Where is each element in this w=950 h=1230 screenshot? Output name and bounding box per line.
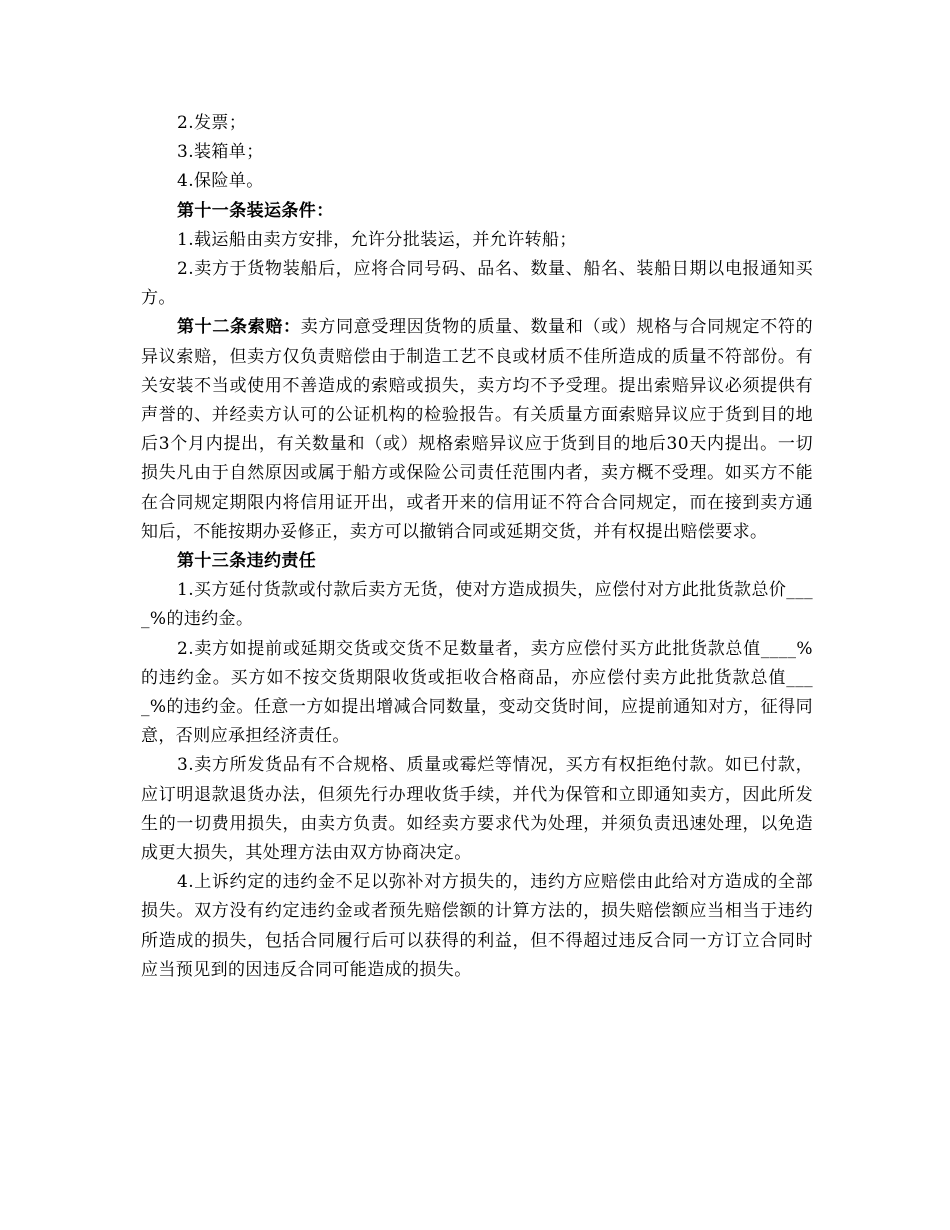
article-13-item-1: 1.买方延付货款或付款后卖方无货，使对方造成损失，应偿付对方此批货款总价____%的违约金。 [141, 580, 813, 630]
contract-page [141, 109, 813, 985]
article-13-item-2: 2.卖方如提前或延期交货或交货不足数量者，卖方应偿付买方此批货款总值____%的违约金。买方如不按交货期限收货或拒收合格商品，亦应偿付卖方此批货款总值____%的违约金。任意一方如提出增减合同数量，变动交货时间，应提前通知对方，征得同意，否则应承担经济责任。 [141, 638, 813, 747]
article-13-item-4: 4.上诉约定的违约金不足以弥补对方损失的，违约方应赔偿由此给对方造成的全部损失。双方没有约定违约金或者预先赔偿额的计算方法的，损失赔偿额应当相当于违约所造成的损失，包括合同履行后可以获得的利益，但不得超过违反合同一方订立合同时应当预见到的因违反合同可能造成的损失。 [141, 872, 813, 980]
article-13-item-3: 3.卖方所发货品有不合规格、质量或霉烂等情况，买方有权拒绝付款。如已付款，应订明退款退货办法，但须先行办理收货手续，并代为保管和立即通知卖方，因此所发生的一切费用损失，由卖方负责。如经卖方要求代为处理，并须负责迅速处理，以免造成更大损失，其处理方法由双方协商决定。 [141, 755, 813, 864]
article-11-item-2: 2.卖方于货物装船后，应将合同号码、品名、数量、船名、装船日期以电报通知买方。 [141, 259, 813, 309]
list-item-packing-list: 3.装箱单； [177, 142, 264, 163]
article-13-heading: 第十三条违约责任 [177, 551, 317, 572]
article-11-heading: 第十一条装运条件： [177, 200, 334, 221]
article-12-heading: 第十二条索赔： [177, 317, 301, 338]
article-12-body: 卖方同意受理因货物的质量、数量和（或）规格与合同规定不符的异议索赔，但卖方仅负责赔偿由于制造工艺不良或材质不佳所造成的质量不符部份。有关安装不当或使用不善造成的索赔或损失，卖方均不予受理。提出索赔异议必须提供有声誉的、并经卖方认可的公证机构的检验报告。有关质量方面索赔异议应于货到目的地后3个月内提出，有关数量和（或）规格索赔异议应于货到目的地后30天内提出。一切损失凡由于自然原因或属于船方或保险公司责任范围内者，卖方概不受理。如买方不能在合同规定期限内将信用证开出，或者开来的信用证不符合合同规定，而在接到卖方通知后，不能按期办妥修正，卖方可以撤销合同或延期交货，并有权提出赔偿要求。 [141, 317, 813, 542]
article-11-item-1: 1.载运船由卖方安排，允许分批装运，并允许转船； [177, 229, 577, 250]
article-12-paragraph [141, 313, 813, 547]
list-item-insurance-policy: 4.保险单。 [177, 171, 264, 192]
list-item-invoice: 2.发票； [177, 113, 247, 133]
